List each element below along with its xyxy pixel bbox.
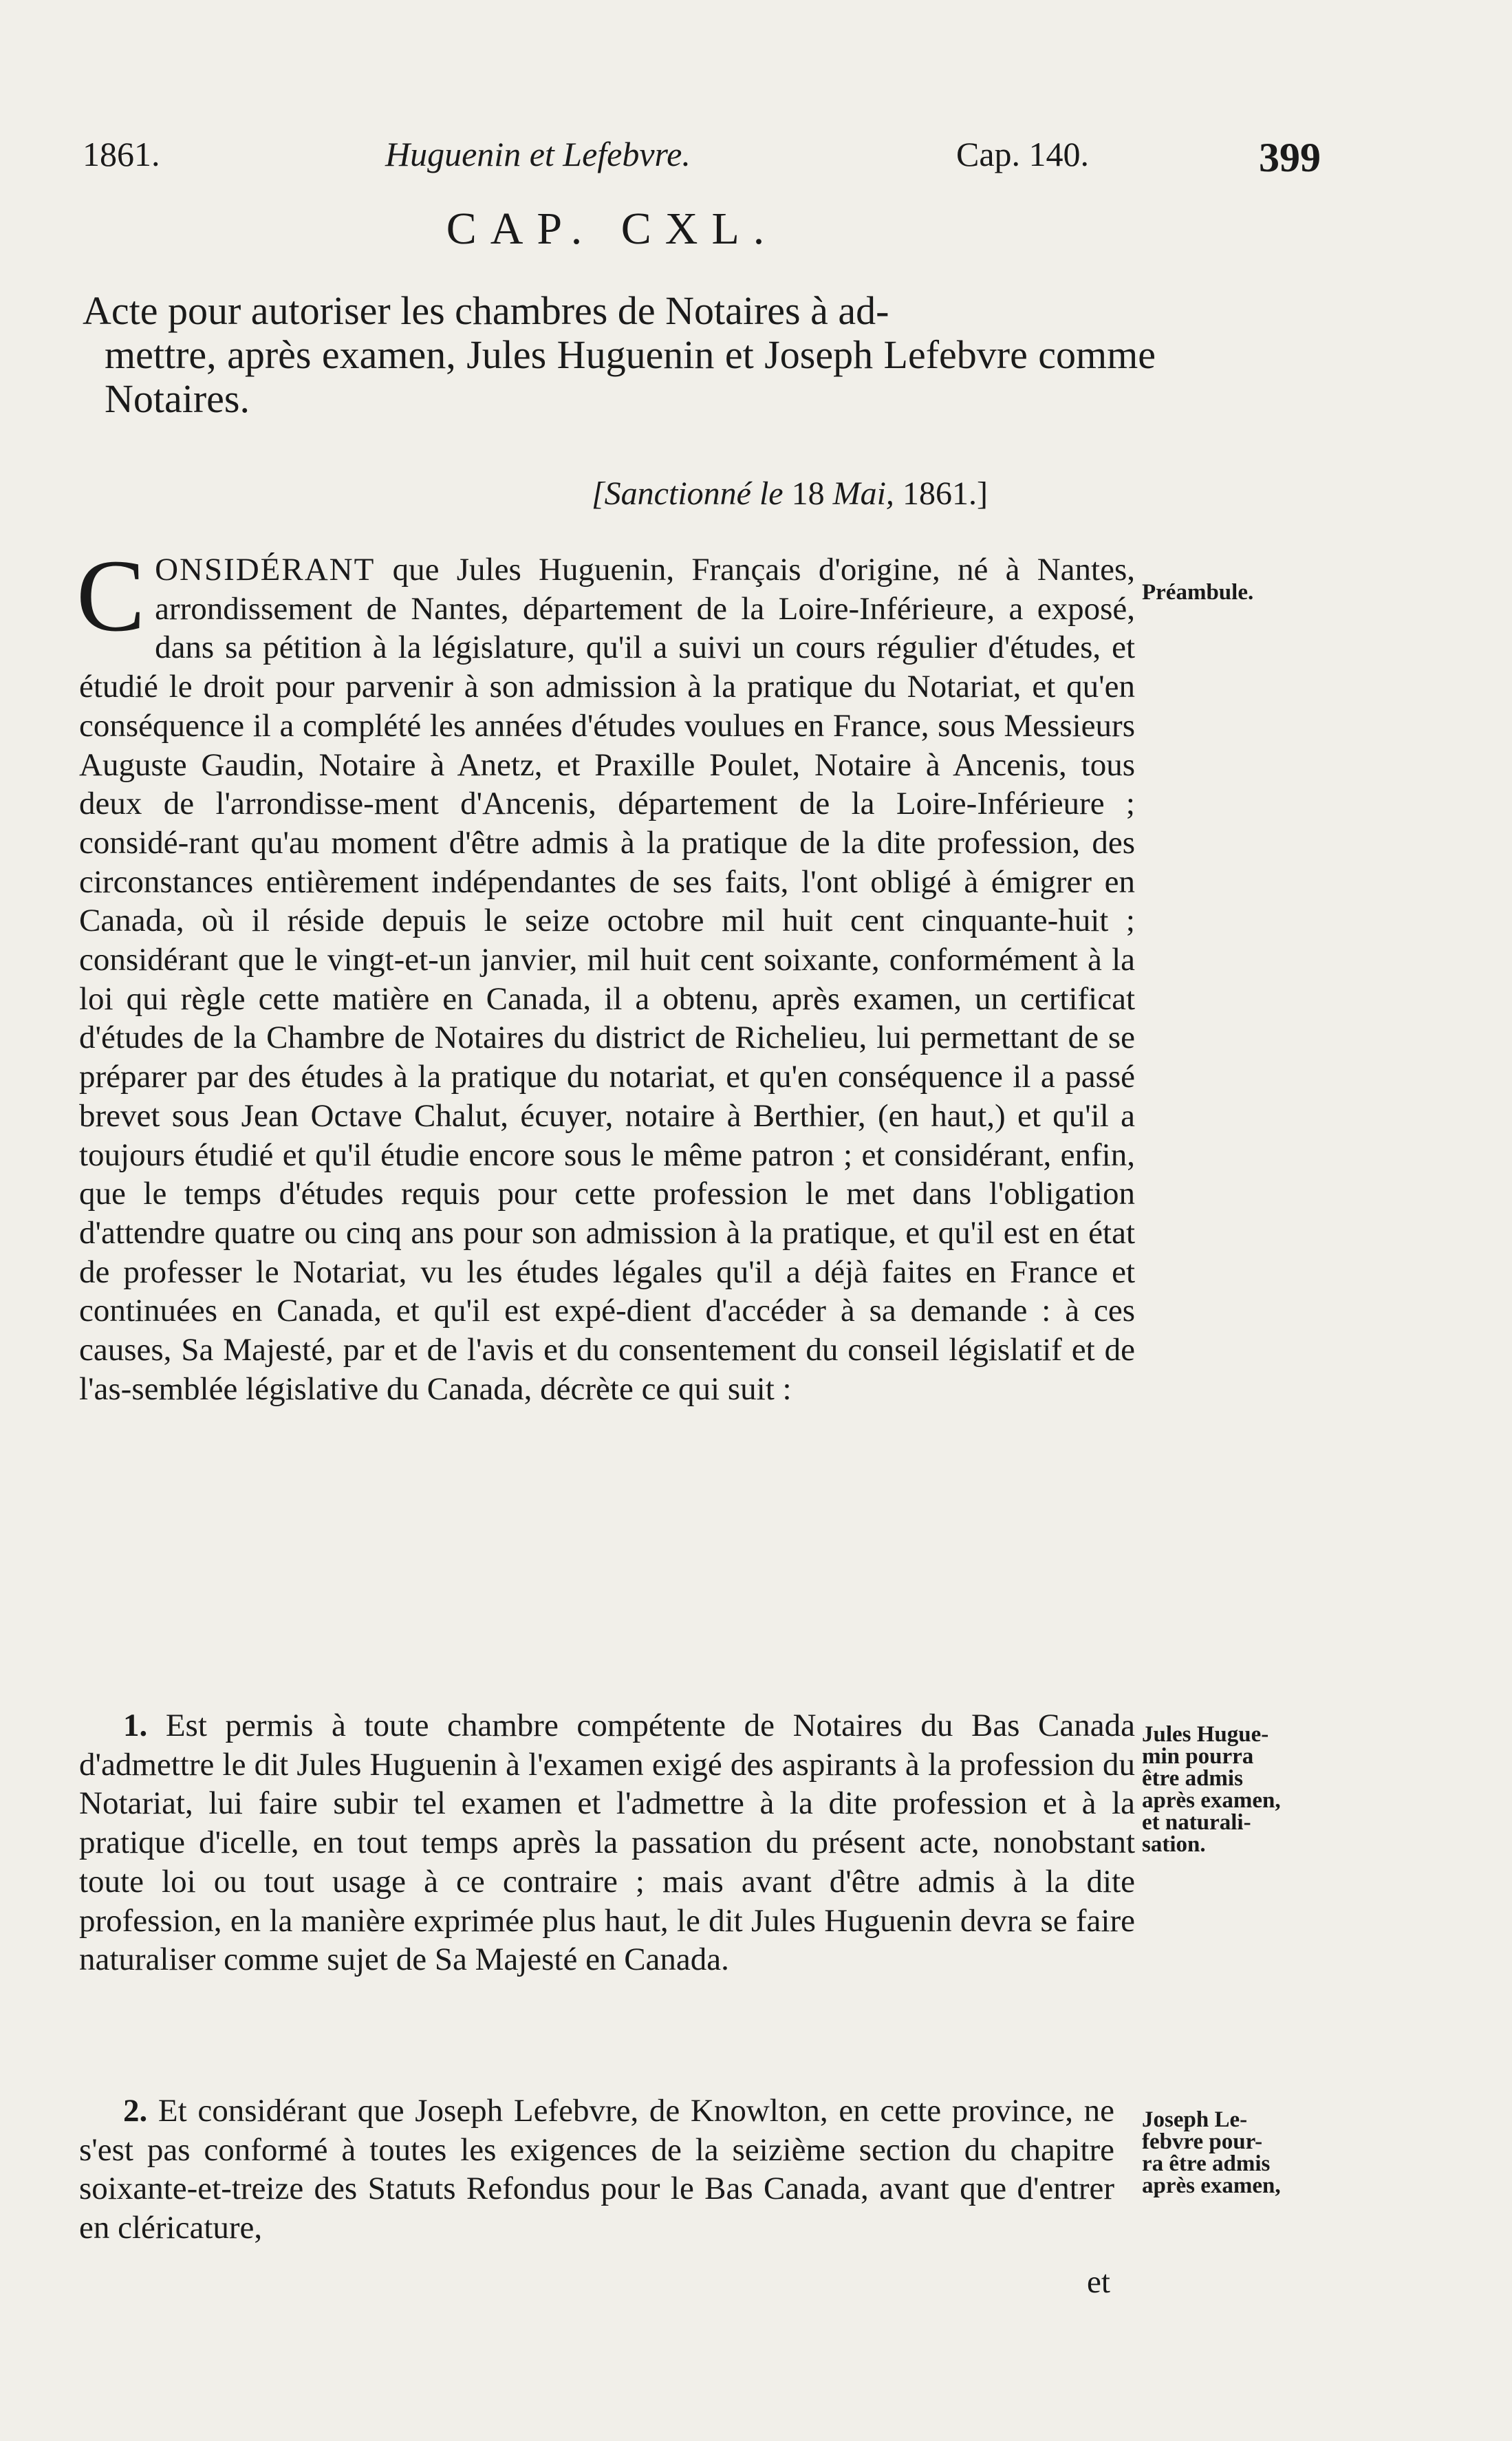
margin-note-line: febvre pour- <box>1142 2129 1263 2154</box>
margin-note-section-1 <box>1142 1723 1314 1856</box>
running-head-chapter: Cap. 140. <box>956 135 1090 173</box>
preamble-paragraph <box>76 539 1135 1408</box>
margin-note-line: Jules Hugue- <box>1142 1722 1269 1747</box>
margin-note-line: Joseph Le- <box>1142 2107 1248 2132</box>
margin-note-line: après examen, <box>1142 1788 1281 1813</box>
margin-note-preamble: Préambule. <box>1142 580 1254 605</box>
margin-note-section-2 <box>1142 2109 1314 2197</box>
margin-note-line: ra être admis <box>1142 2151 1271 2176</box>
margin-note-line: être admis <box>1142 1766 1243 1791</box>
preamble-text: que Jules Huguenin, Français d'origine, né à Nantes, arrondissement de Nantes, département de la Loire-Inférieure, a exposé, dans sa pétition à la législature, qu'il a suivi un cours régulier d'études, et étudié le droit pour parvenir à son admission à la pratique du Notariat, et qu'en conséquence il a complété les années d'études voulues en France, sous Messieurs Auguste Gaudin, Notaire à Anetz, et Praxille Poulet, Notaire à Ancenis, tous deux de l'arrondisse-ment d'Ancenis, département de la Loire-Inférieure ; considé-rant qu'au moment d'être admis à la pratique de la dite profession, des circonstances entièrement indépendantes de ses faits, l'ont obligé à émigrer en Canada, où il réside depuis le seize octobre mil huit cent cinquante-huit ; considérant que le vingt-et-un janvier, mil huit cent soixante, conformément à la loi qui règle cette matière en Canada, il a obtenu, après examen, un certificat d'études de la Chambre de Notaires du district de Richelieu, lui permettant de se préparer par des études à la pratique du notariat, et qu'en conséquence il a passé brevet sous Jean Octave Chalut, écuyer, notaire à Berthier, (en haut,) et qu'il a toujours étudié et qu'il étudie encore sous le même patron ; et considérant, enfin, que le temps d'études requis pour cette profession le met dans l'obligation d'attendre quatre ou cinq ans pour son admission à la pratique, et qu'il est en état de professer le Notariat, vu les études légales qu'il a déjà faites en France et continuées en Canada, et qu'il est expé-dient d'accéder à sa demande : à ces causes, Sa Majesté, par et de l'avis et du consentement du conseil législatif et de l'as-semblée législative du Canada, décrète ce qui suit : <box>79 552 1135 1407</box>
catchword: et <box>1087 2264 1110 2300</box>
sanction-year: 1861.] <box>902 475 988 512</box>
drop-cap: C <box>76 539 146 653</box>
running-head-title: Huguenin et Lefebvre. <box>385 135 691 173</box>
margin-note-line: min pourra <box>1142 1744 1254 1769</box>
act-title-line1: Acte pour autoriser les chambres de Notaires à ad- <box>83 288 889 333</box>
act-title <box>83 289 1156 421</box>
preamble-opening-word: ONSIDÉRANT <box>155 552 376 588</box>
running-head-year: 1861. <box>83 135 160 173</box>
section-2-text: Et considérant que Joseph Lefebvre, de Knowlton, en cette province, ne s'est pas conformé à toutes les exigences de la seizième section du chapitre soixante-et-treize des Statuts Refondus pour le Bas Canada, avant que d'entrer en cléricature, <box>79 2093 1114 2246</box>
act-title-rest: mettre, après examen, Jules Huguenin et Joseph Lefebvre comme Notaires. <box>105 332 1156 421</box>
running-head <box>83 134 1321 189</box>
sanction-prefix: [Sanctionné le <box>592 475 784 512</box>
section-2-number: 2. <box>123 2093 148 2129</box>
page-number: 399 <box>1259 135 1321 180</box>
section-1-paragraph <box>79 1706 1135 1979</box>
margin-note-line: après examen, <box>1142 2173 1281 2198</box>
sanction-day: 18 <box>791 475 825 512</box>
section-1-text: Est permis à toute chambre compétente de Notaires du Bas Canada d'admettre le dit Jules Huguenin à l'examen exigé des aspirants à la profession du Notariat, lui faire subir tel examen et l'admettre à la dite profession et à la pratique d'icelle, en tout temps après la passation du présent acte, nonobstant toute loi ou tout usage à ce contraire ; mais avant d'être admis à la dite profession, en la manière exprimée plus haut, le dit Jules Huguenin devra se faire naturaliser comme sujet de Sa Majesté en Canada. <box>79 1708 1135 1978</box>
margin-note-line: et naturali- <box>1142 1810 1251 1835</box>
section-1-number: 1. <box>123 1708 148 1743</box>
section-2-paragraph <box>79 2091 1114 2248</box>
margin-note-line: sation. <box>1142 1832 1206 1857</box>
chapter-heading: CAP. CXL. <box>446 204 779 254</box>
sanction-date <box>592 475 988 513</box>
sanction-month: Mai, <box>832 475 894 512</box>
